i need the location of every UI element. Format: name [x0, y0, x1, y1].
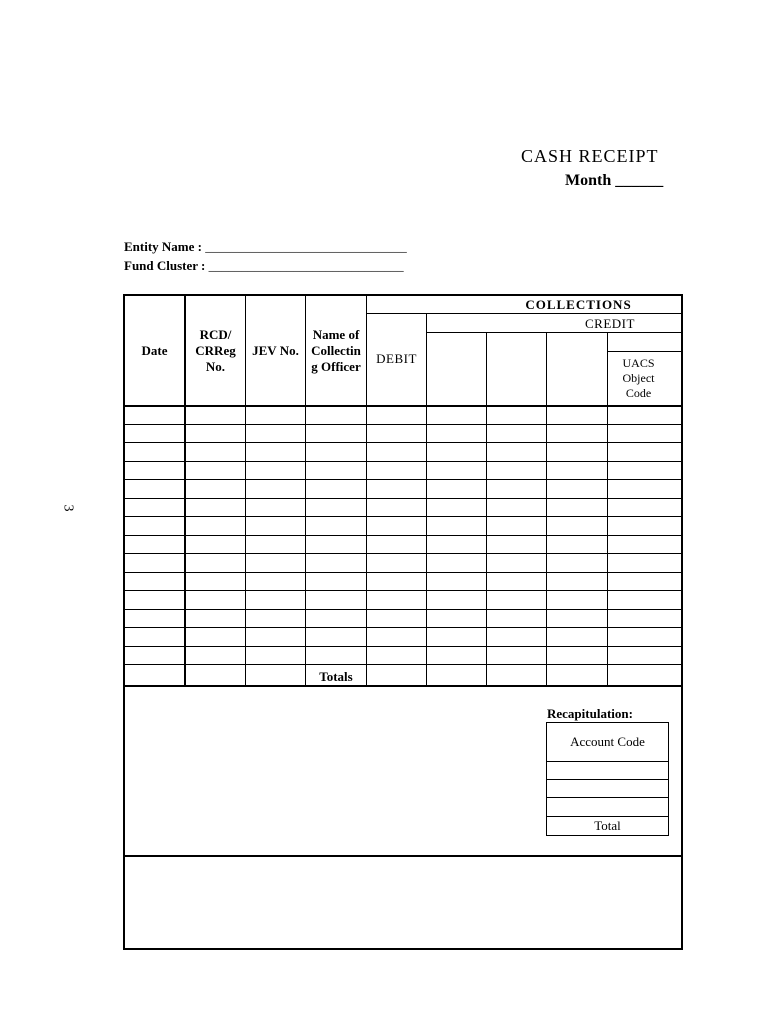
fund-cluster-label: Fund Cluster :: [124, 258, 206, 273]
column-line-credit-2: [546, 333, 547, 685]
row-line: [125, 535, 681, 536]
header-bottom-line: [125, 405, 681, 407]
recap-account-code-header: Account Code: [570, 734, 645, 749]
recap-total-label: Total: [594, 818, 621, 833]
row-line: [125, 627, 681, 628]
entity-name-line: [124, 239, 407, 255]
fund-cluster-line: [124, 258, 404, 274]
row-line: [125, 553, 681, 554]
header-collecting-officer: Name of Collectin g Officer: [311, 327, 361, 374]
entity-name-label: Entity Name :: [124, 239, 202, 254]
fund-cluster-blank: ______________________________: [208, 258, 404, 273]
row-line: [125, 646, 681, 647]
column-line-credit-1: [486, 333, 487, 685]
row-line: [125, 424, 681, 425]
row-line: [125, 516, 681, 517]
header-debit: DEBIT: [376, 351, 417, 366]
recap-row-line: [547, 797, 668, 798]
entity-name-blank: _______________________________: [205, 239, 407, 254]
header-line-uacs: [607, 351, 681, 352]
row-line: [125, 609, 681, 610]
totals-bottom-line: [125, 685, 681, 687]
header-date: Date: [141, 343, 168, 358]
header-rcd: RCD/ CRReg No.: [195, 327, 236, 374]
column-line-credit-3: [607, 333, 608, 685]
page-number: 3: [60, 504, 76, 512]
header-jev: JEV No.: [252, 343, 299, 358]
recap-row-line: [547, 761, 668, 762]
header-credit: CREDIT: [585, 315, 635, 331]
totals-label: Totals: [319, 669, 353, 684]
row-line: [125, 590, 681, 591]
month-field: Month ______: [565, 172, 664, 189]
row-line: [125, 442, 681, 443]
row-line: [125, 664, 681, 665]
header-collections: COLLECTIONS: [525, 297, 632, 312]
header-line-collections: [366, 313, 681, 314]
row-line: [125, 498, 681, 499]
row-line: [125, 572, 681, 573]
header-uacs-object-code: UACS Object Code: [622, 355, 655, 400]
header-line-credit: [426, 332, 681, 333]
recapitulation-label: Recapitulation:: [547, 706, 633, 721]
row-line: [125, 479, 681, 480]
recap-row-line: [547, 816, 668, 817]
form-title: CASH RECEIPT: [521, 146, 659, 166]
section-divider-line: [125, 855, 681, 857]
recap-row-line: [547, 779, 668, 780]
row-line: [125, 461, 681, 462]
column-line-debit: [426, 314, 427, 685]
